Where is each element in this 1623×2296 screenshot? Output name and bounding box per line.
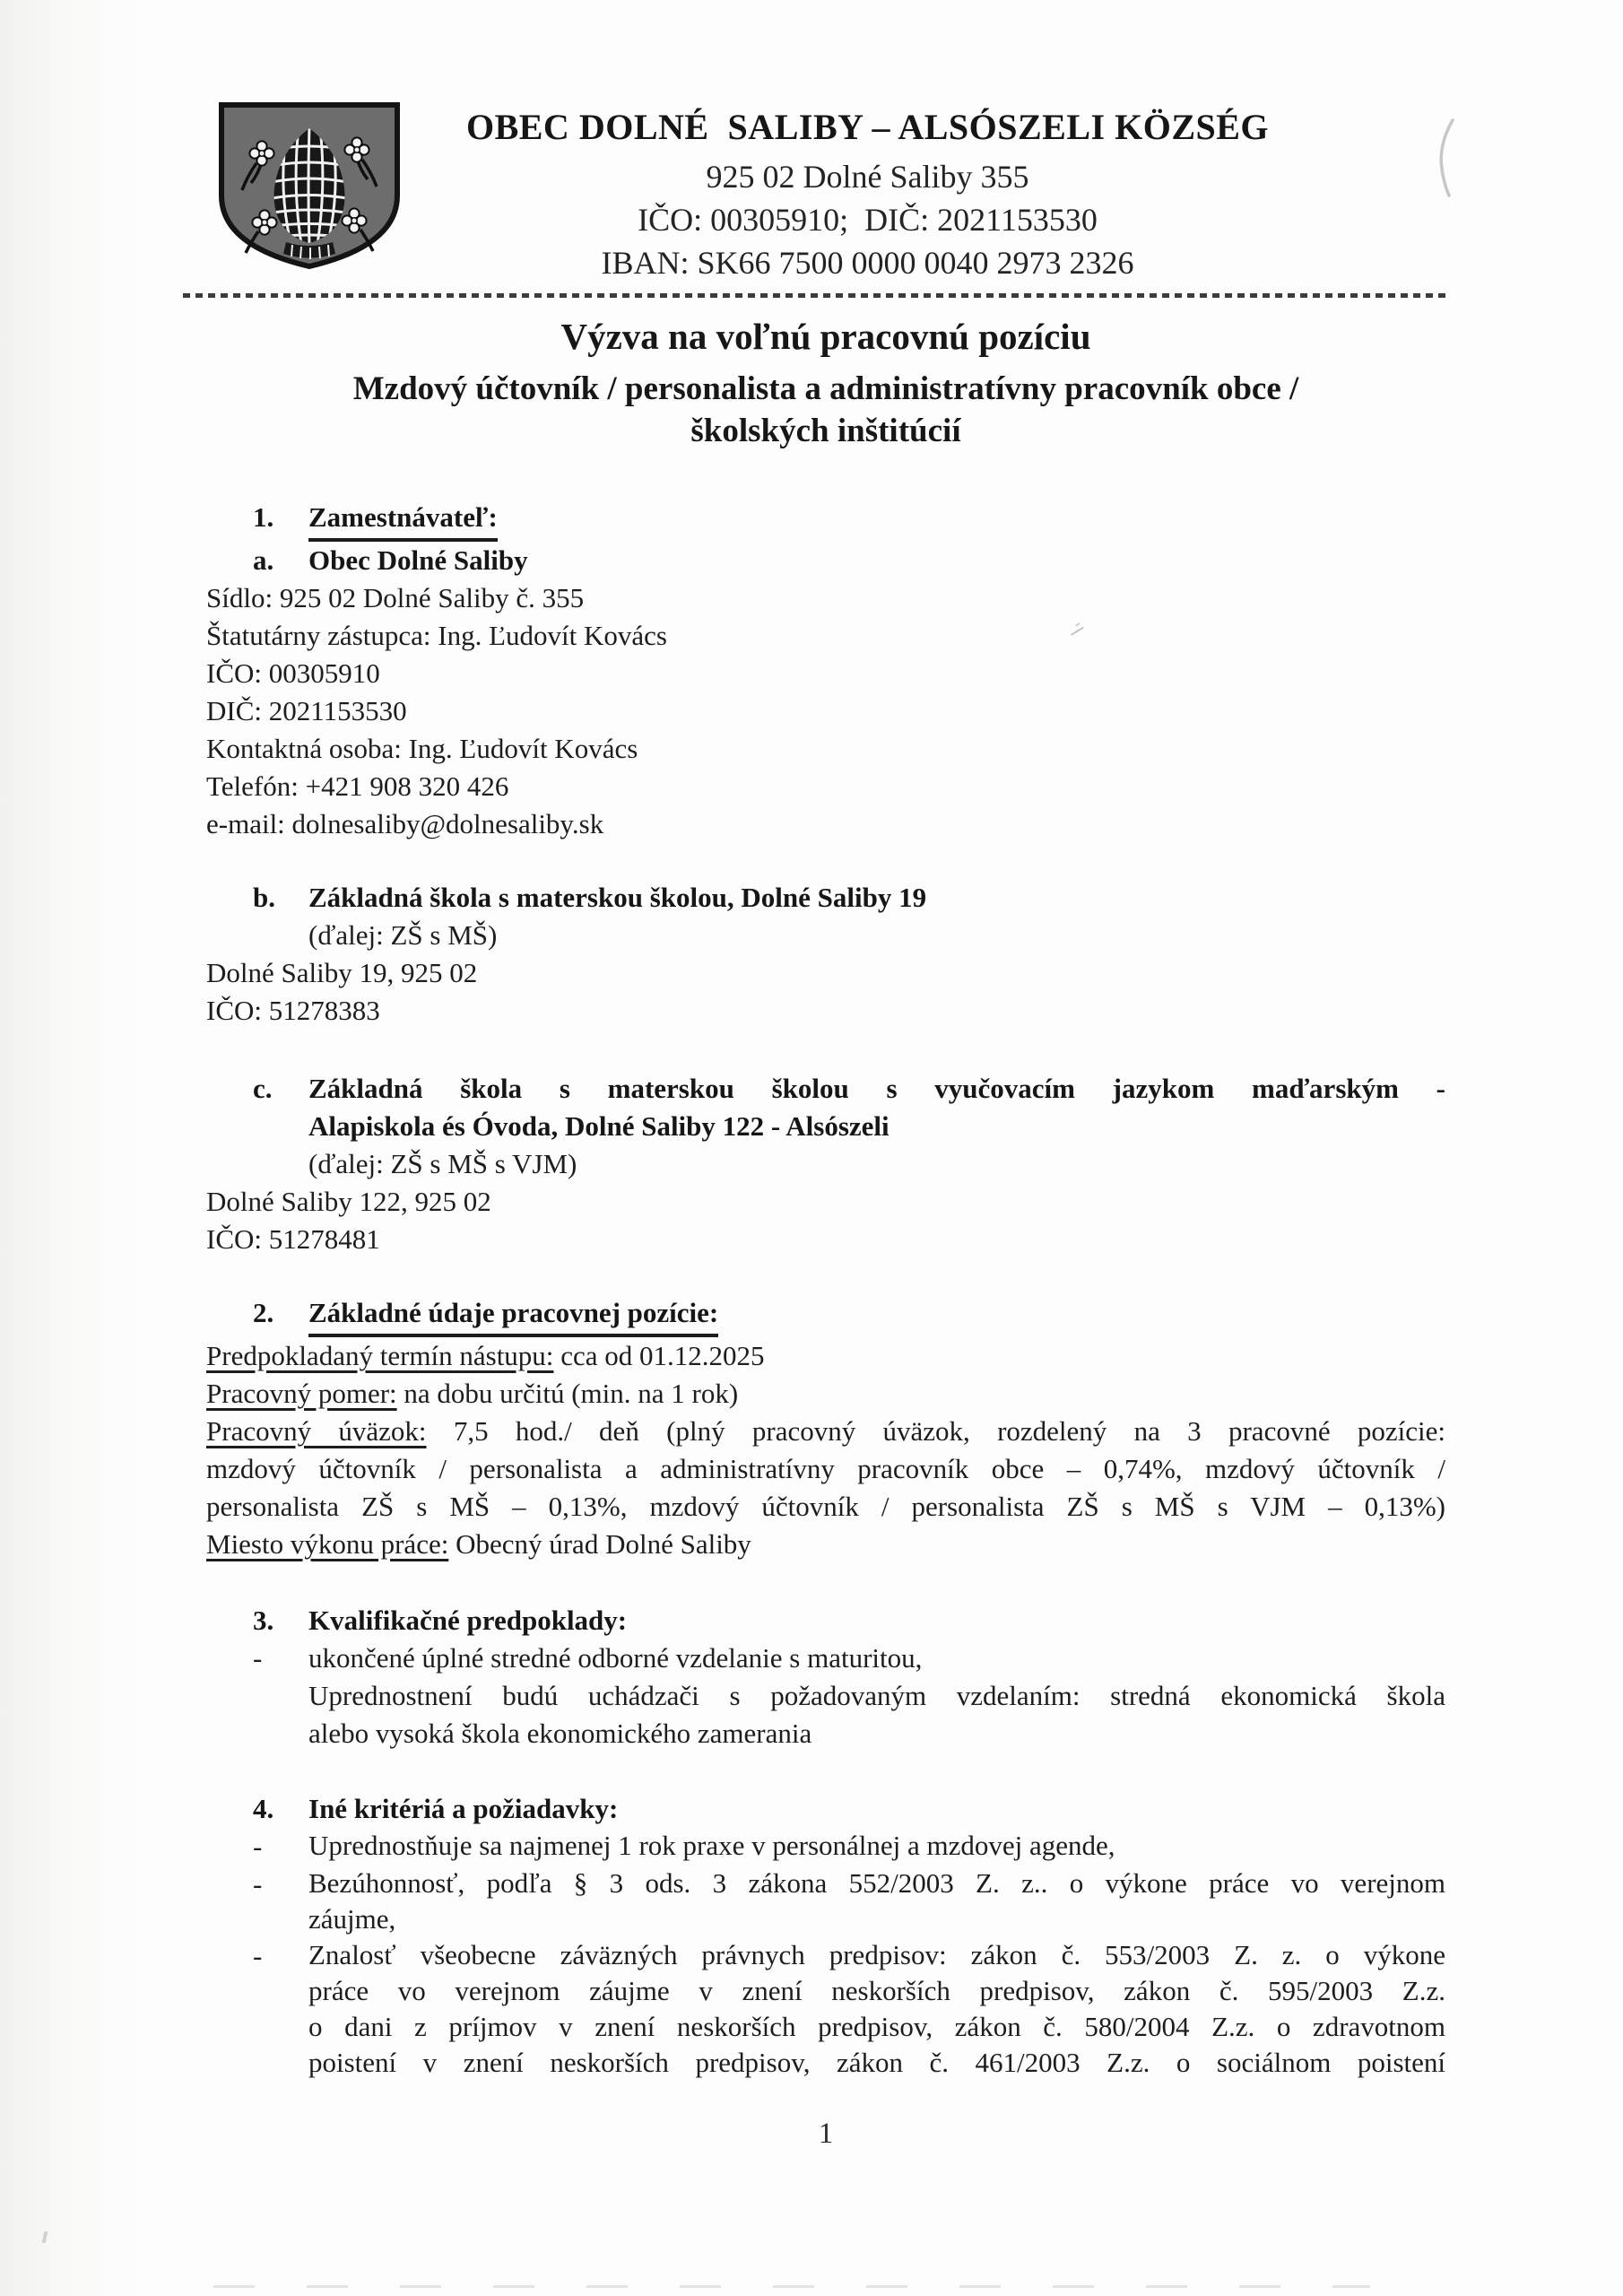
section-heading-text: Zamestnávateľ: — [308, 499, 498, 542]
employer-c-ico: IČO: 51278481 — [206, 1223, 380, 1255]
document-subtitle-line2: školských inštitúcií — [690, 413, 961, 449]
employer-a-telefon: Telefón: +421 908 320 426 — [206, 770, 509, 802]
field-label: Pracovný pomer: — [206, 1378, 397, 1409]
letterhead — [386, 106, 1350, 284]
employer-c-heading — [206, 1070, 1445, 1183]
item-letter: b. — [253, 882, 275, 913]
employer-a-name: Obec Dolné Saliby — [308, 544, 528, 576]
employer-c-name-line1: Základná škola s materskou školou s vyučovacím jazykom maďarským - — [308, 1073, 1445, 1104]
employer-a-heading — [206, 542, 1445, 579]
employer-a-sidlo: Sídlo: 925 02 Dolné Saliby č. 355 — [206, 582, 585, 613]
employer-b-block — [206, 879, 1445, 1030]
criteria-bullet-1-text: Uprednostňuje sa najmenej 1 rok praxe v personálnej a mzdovej agende, — [308, 1830, 1115, 1861]
qualifications-bullet-1 — [206, 1639, 1445, 1677]
organization-name: OBEC DOLNÉ SALIBY – ALSÓSZELI KÖZSÉG — [465, 107, 1270, 147]
field-label: Pracovný úväzok: — [206, 1415, 427, 1447]
document-title: Výzva na voľnú pracovnú pozíciu — [560, 316, 1091, 357]
scan-artifact-bottom-smudge — [213, 2285, 1370, 2288]
qualifications-note-line1: Uprednostnení budú uchádzači s požadovaným vzdelaním: stredná ekonomická škola — [308, 1680, 1445, 1711]
bullet-dash: - — [253, 1831, 263, 1862]
employer-c-block — [206, 1070, 1445, 1258]
field-value: 7,5 hod./ deň (plný pracovný úväzok, rozdelený na 3 pracovné pozície: — [426, 1415, 1446, 1447]
bullet-dash: - — [253, 1642, 263, 1674]
section-heading-text: Iné kritériá a požiadavky: — [308, 1793, 619, 1824]
section-number: 4. — [253, 1793, 274, 1824]
employer-b-address: Dolné Saliby 19, 925 02 — [206, 957, 478, 988]
document-subtitle-line1: Mzdový účtovník / personalista a administratívny pracovník obce / — [352, 370, 1299, 407]
criteria-bullet-1 — [206, 1828, 1445, 1866]
section-position-heading — [206, 1294, 1445, 1337]
item-letter: c. — [253, 1073, 273, 1104]
field-label: Predpokladaný termín nástupu: — [206, 1340, 554, 1371]
position-start-date — [206, 1337, 1445, 1375]
organization-iban: IBAN: SK66 7500 0000 0040 2973 2326 — [601, 245, 1134, 281]
field-label: Miesto výkonu práce: — [206, 1528, 449, 1560]
section-heading-text: Základné údaje pracovnej pozície: — [308, 1294, 718, 1337]
criteria-bullet-3 — [206, 1937, 1445, 2081]
employer-a-email: e-mail: dolnesaliby@dolnesaliby.sk — [206, 808, 604, 839]
section-employer — [206, 499, 1445, 1258]
section-number: 3. — [253, 1605, 274, 1636]
employer-a-statutar: Štatutárny zástupca: Ing. Ľudovít Kovács — [206, 620, 667, 651]
criteria-bullet-2-line1: Bezúhonnosť, podľa § 3 ods. 3 zákona 552/2003 Z. z.. o výkone práce vo verejnom — [308, 1867, 1445, 1899]
section-heading-text: Kvalifikačné predpoklady: — [308, 1605, 628, 1636]
employer-c-name-line2: Alapiskola és Óvoda, Dolné Saliby 122 - Alsószeli — [308, 1110, 890, 1142]
section-number: 2. — [253, 1297, 274, 1328]
criteria-bullet-2 — [206, 1866, 1445, 1937]
employer-a-ico: IČO: 00305910 — [206, 657, 380, 689]
position-workload-line3: personalista ZŠ s MŠ – 0,13%, mzdový účtovník / personalista ZŠ s MŠ s VJM – 0,13%) — [206, 1491, 1445, 1522]
position-workload-line1 — [206, 1413, 1445, 1450]
qualifications-note-line2: alebo vysoká škola ekonomického zamerania — [308, 1718, 812, 1749]
bullet-dash: - — [253, 1868, 263, 1900]
employer-a-dic: DIČ: 2021153530 — [206, 695, 407, 726]
page-number: 1 — [818, 2118, 834, 2150]
section-criteria-heading — [206, 1790, 1445, 1828]
position-workload-line2: mzdový účtovník / personalista a administratívny pracovník obce – 0,74%, mzdový účtovník / — [206, 1453, 1445, 1484]
position-contract-type — [206, 1375, 1445, 1413]
section-qualifications-heading — [206, 1602, 1445, 1639]
field-value: Obecný úrad Dolné Saliby — [448, 1528, 751, 1560]
employer-b-heading — [206, 879, 1445, 954]
employer-c-alias: (ďalej: ZŠ s MŠ s VJM) — [308, 1148, 577, 1179]
scan-artifact-speck — [42, 2231, 48, 2244]
organization-ico-dic: IČO: 00305910; DIČ: 2021153530 — [638, 202, 1098, 238]
section-number: 1. — [253, 501, 274, 533]
employer-a-kontakt: Kontaktná osoba: Ing. Ľudovít Kovács — [206, 733, 638, 764]
criteria-bullet-2-line2: záujme, — [308, 1903, 396, 1935]
employer-b-alias: (ďalej: ZŠ s MŠ) — [308, 919, 498, 951]
qualifications-bullet-1-text: ukončené úplné stredné odborné vzdelanie s maturitou, — [308, 1642, 923, 1674]
item-letter: a. — [253, 544, 274, 576]
employer-c-address: Dolné Saliby 122, 925 02 — [206, 1186, 491, 1217]
field-value: na dobu určitú (min. na 1 rok) — [396, 1378, 739, 1409]
field-value: cca od 01.12.2025 — [553, 1340, 765, 1371]
section-position — [206, 1294, 1445, 1563]
employer-b-name: Základná škola s materskou školou, Dolné Saliby 19 — [308, 882, 927, 913]
scan-artifact-paren — [1435, 118, 1458, 197]
section-qualifications — [206, 1602, 1445, 1752]
criteria-bullet-3-line1: Znalosť všeobecne záväzných právnych predpisov: zákon č. 553/2003 Z. z. o výkone — [308, 1939, 1445, 1970]
organization-address: 925 02 Dolné Saliby 355 — [706, 159, 1029, 195]
employer-b-ico: IČO: 51278383 — [206, 995, 380, 1026]
position-work-place — [206, 1526, 1445, 1563]
municipality-coat-of-arms-icon — [215, 99, 404, 273]
criteria-bullet-3-line2: práce vo verejnom záujme v znení neskorších predpisov, zákon č. 595/2003 Z.z. — [308, 1975, 1445, 2006]
dashed-divider — [183, 293, 1449, 298]
section-employer-heading — [206, 499, 1445, 542]
document-body — [206, 314, 1445, 2152]
criteria-bullet-3-line4: poistení v znení neskorších predpisov, zákon č. 461/2003 Z.z. o sociálnom poistení — [308, 2047, 1445, 2078]
section-criteria — [206, 1790, 1445, 2081]
criteria-bullet-3-line3: o dani z príjmov v znení neskorších predpisov, zákon č. 580/2004 Z.z. o zdravotnom — [308, 2011, 1445, 2042]
bullet-dash: - — [253, 1940, 263, 1971]
